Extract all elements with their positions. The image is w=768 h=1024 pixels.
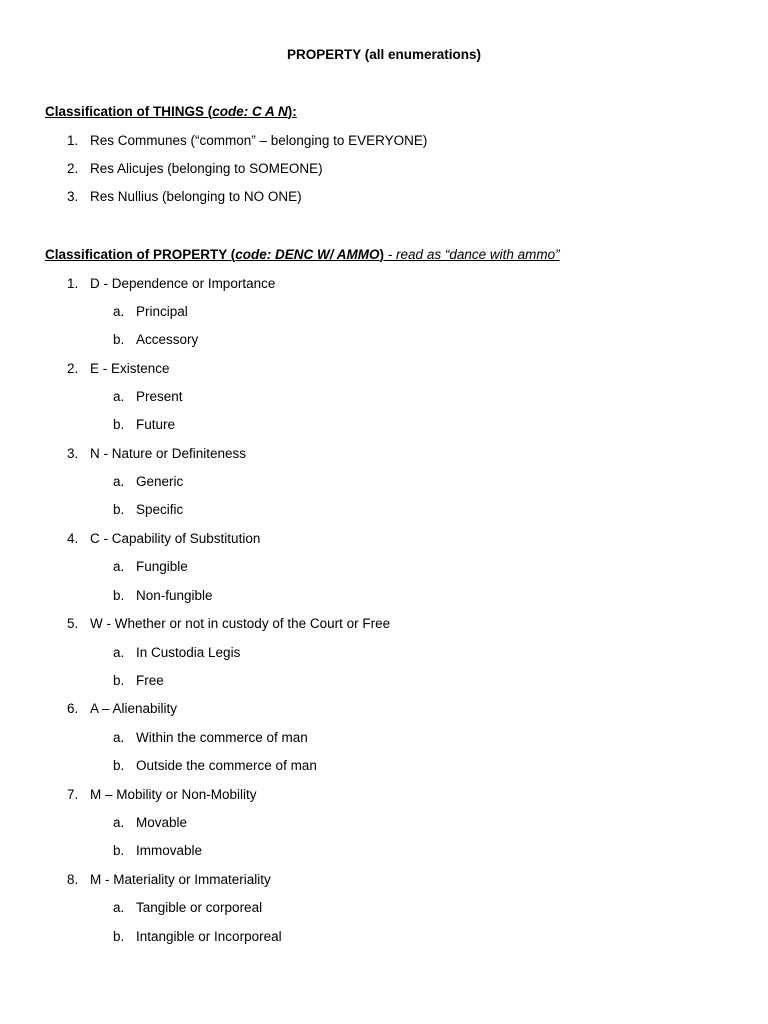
sub-list-item-marker: b. (113, 502, 125, 517)
sub-list-item-text: Tangible or corporeal (136, 900, 263, 915)
sub-list-item-text: Movable (136, 815, 188, 830)
sub-list-item-text: Immovable (136, 843, 203, 858)
list-item-marker: 7. (67, 787, 79, 802)
sub-list-item-marker: a. (113, 645, 125, 660)
sub-list-item-text: Present (136, 389, 183, 404)
list-item-text: M - Materiality or Immateriality (90, 872, 271, 887)
sub-list-item-text: Intangible or Incorporeal (136, 929, 282, 944)
sub-list-item-marker: b. (113, 588, 125, 603)
list-item-text: D - Dependence or Importance (90, 276, 276, 291)
sub-list-item-text: Within the commerce of man (136, 730, 308, 745)
property-heading-code: code: DENC W/ AMMO (235, 247, 380, 262)
sub-list-item-text: Fungible (136, 559, 188, 574)
list-item-marker: 1. (67, 276, 79, 291)
list-item-text: A – Alienability (90, 701, 178, 716)
list-item-text: M – Mobility or Non-Mobility (90, 787, 257, 802)
sub-list-item-text: Specific (136, 502, 184, 517)
sub-list-item-marker: a. (113, 389, 125, 404)
sub-list-item-marker: b. (113, 929, 125, 944)
sub-list-item-marker: a. (113, 730, 125, 745)
list-item-text: W - Whether or not in custody of the Court or Free (90, 616, 391, 631)
sub-list-item-marker: b. (113, 843, 125, 858)
list-item-text: Res Nullius (belonging to NO ONE) (90, 189, 302, 204)
sub-list-item-marker: b. (113, 758, 125, 773)
sub-list-item-marker: a. (113, 474, 125, 489)
sub-list-item-marker: a. (113, 304, 125, 319)
sub-list-item-text: Future (136, 417, 176, 432)
list-item-text: E - Existence (90, 361, 170, 376)
sub-list-item-marker: b. (113, 332, 125, 347)
list-item-text: N - Nature or Definiteness (90, 446, 247, 461)
list-item-text: C - Capability of Substitution (90, 531, 261, 546)
sub-list-item-marker: b. (113, 417, 125, 432)
sub-list-item-text: Generic (136, 474, 184, 489)
list-item-marker: 1. (67, 133, 79, 148)
list-item-marker: 2. (67, 361, 79, 376)
property-heading-note: - read as “dance with ammo” (384, 247, 560, 262)
sub-list-item-text: Free (136, 673, 164, 688)
things-heading-prefix: Classification of THINGS ( (45, 104, 213, 119)
sub-list-item-text: Principal (136, 304, 188, 319)
page-title: PROPERTY (all enumerations) (286, 47, 482, 62)
things-heading-code: code: C A N (212, 104, 288, 119)
sub-list-item-text: Outside the commerce of man (136, 758, 317, 773)
list-item-marker: 3. (67, 189, 79, 204)
things-heading (45, 105, 297, 119)
list-item-marker: 3. (67, 446, 79, 461)
list-item-marker: 8. (67, 872, 79, 887)
things-heading-suffix: ): (287, 104, 297, 119)
sub-list-item-marker: a. (113, 900, 125, 915)
list-item-marker: 5. (67, 616, 79, 631)
list-item-text: Res Communes (“common” – belonging to EVERYONE) (90, 133, 428, 148)
sub-list-item-text: In Custodia Legis (136, 645, 241, 660)
property-heading-suffix: ) (379, 247, 385, 262)
property-heading (45, 248, 560, 262)
sub-list-item-marker: a. (113, 815, 125, 830)
sub-list-item-marker: b. (113, 673, 125, 688)
list-item-marker: 2. (67, 161, 79, 176)
sub-list-item-text: Accessory (136, 332, 199, 347)
sub-list-item-marker: a. (113, 559, 125, 574)
sub-list-item-text: Non-fungible (136, 588, 213, 603)
property-heading-prefix: Classification of PROPERTY ( (45, 247, 236, 262)
list-item-marker: 4. (67, 531, 79, 546)
list-item-marker: 6. (67, 701, 79, 716)
list-item-text: Res Alicujes (belonging to SOMEONE) (90, 161, 323, 176)
